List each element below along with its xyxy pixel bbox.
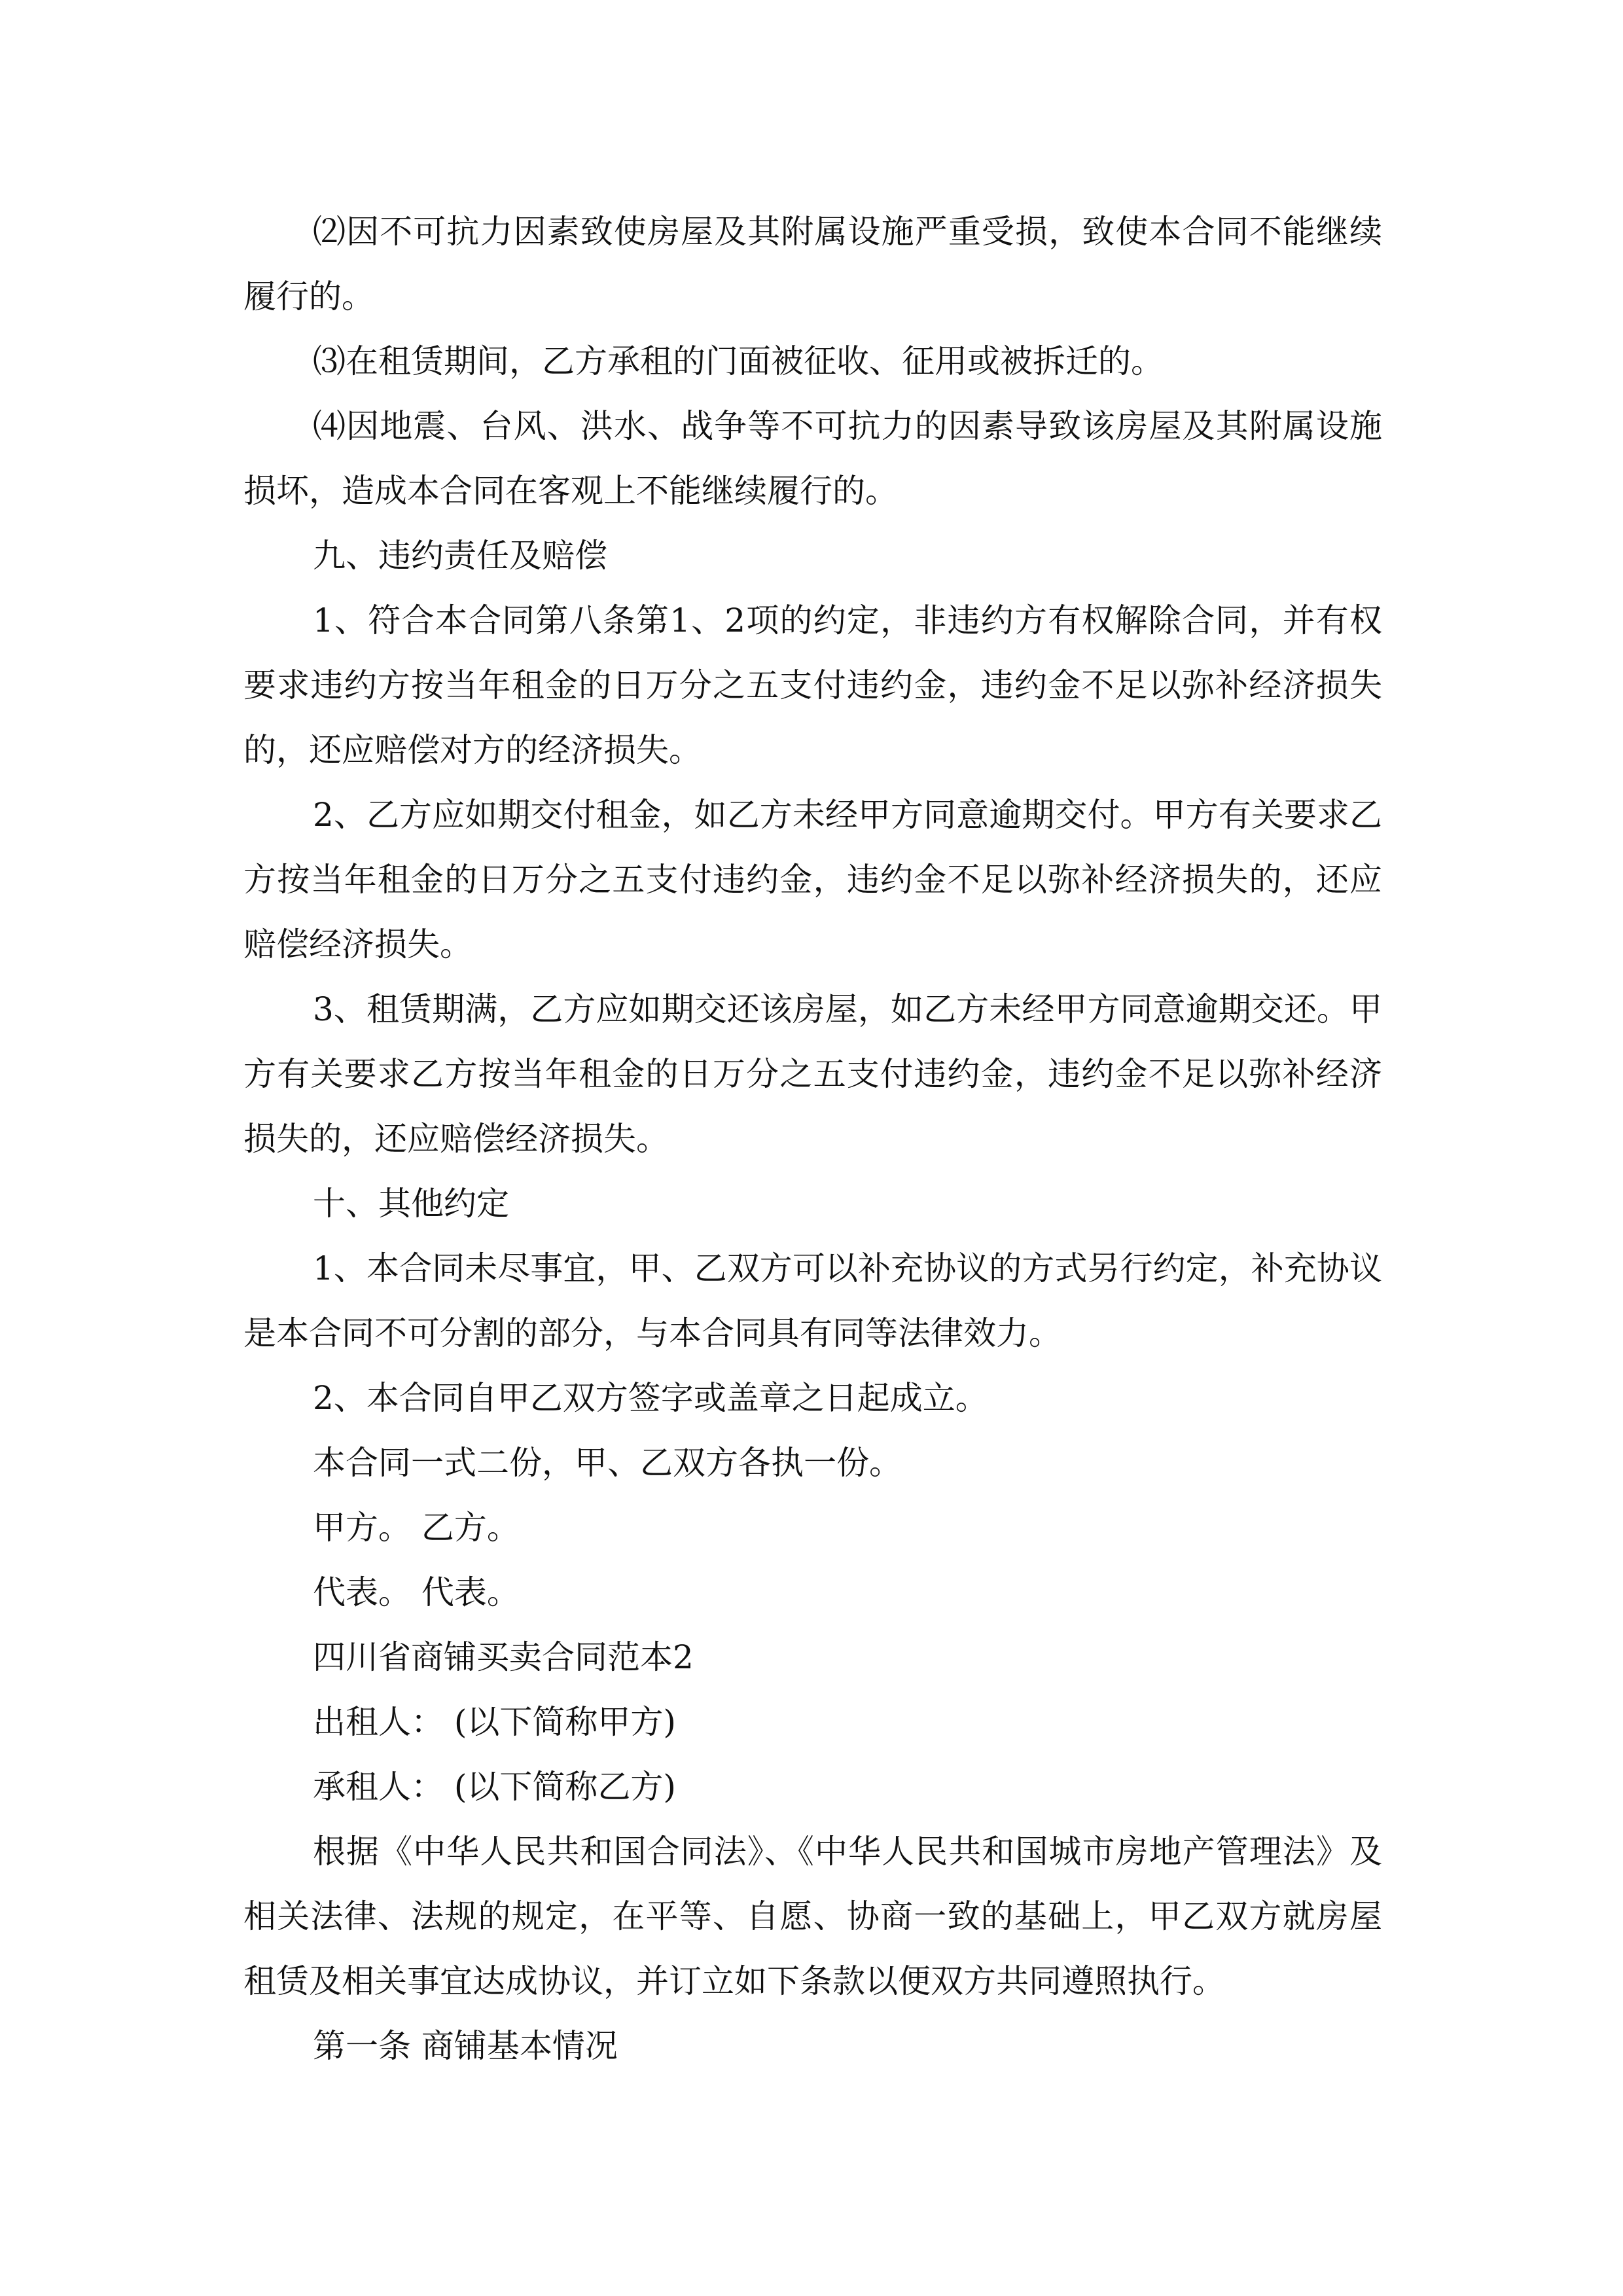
document-body — [243, 200, 1382, 2079]
signature-representatives: 代表。 代表。 — [313, 1573, 520, 1611]
paragraph-liability-3: 3、租赁期满，乙方应如期交还该房屋，如乙方未经甲方同意逾期交还。甲方有关要求乙方按当年租金的日万分之五支付违约金，违约金不足以弥补经济损失的，还应赔偿经济损失。 — [243, 990, 1382, 1158]
paragraph-force-majeure-damage: ⑵因不可抗力因素致使房屋及其附属设施严重受损，致使本合同不能继续履行的。 — [243, 213, 1382, 315]
lessor-line: 出租人： (以下简称甲方) — [313, 1703, 676, 1741]
paragraph-other-2: 2、本合同自甲乙双方签字或盖章之日起成立。 — [313, 1379, 988, 1417]
lessee-line: 承租人： (以下简称乙方) — [313, 1768, 676, 1806]
paragraph-legal-basis: 根据《中华人民共和国合同法》、《中华人民共和国城市房地产管理法》及相关法律、法规的规定，在平等、自愿、协商一致的基础上，甲乙双方就房屋租赁及相关事宜达成协议，并订立如下条款以便双方共同遵照执行。 — [243, 1833, 1382, 2000]
section-heading-other: 十、其他约定 — [313, 1185, 509, 1223]
paragraph-liability-2: 2、乙方应如期交付租金，如乙方未经甲方同意逾期交付。甲方有关要求乙方按当年租金的日万分之五支付违约金，违约金不足以弥补经济损失的，还应赔偿经济损失。 — [243, 796, 1382, 963]
paragraph-other-1: 1、本合同未尽事宜，甲、乙双方可以补充协议的方式另行约定，补充协议是本合同不可分割的部分，与本合同具有同等法律效力。 — [243, 1249, 1382, 1352]
contract-title-2: 四川省商铺买卖合同范本2 — [313, 1638, 694, 1676]
paragraph-natural-disaster: ⑷因地震、台风、洪水、战争等不可抗力的因素导致该房屋及其附属设施损坏，造成本合同在客观上不能继续履行的。 — [243, 407, 1382, 510]
section-heading-liability: 九、违约责任及赔偿 — [313, 537, 607, 575]
paragraph-liability-1: 1、符合本合同第八条第1、2项的约定，非违约方有权解除合同，并有权要求违约方按当年租金的日万分之五支付违约金，违约金不足以弥补经济损失的，还应赔偿对方的经济损失。 — [243, 601, 1382, 769]
paragraph-copies: 本合同一式二份，甲、乙双方各执一份。 — [313, 1444, 902, 1482]
article-1-heading: 第一条 商铺基本情况 — [313, 2027, 618, 2065]
paragraph-expropriation: ⑶在租赁期间，乙方承租的门面被征收、征用或被拆迁的。 — [313, 342, 1164, 380]
signature-parties: 甲方。 乙方。 — [313, 1509, 520, 1547]
